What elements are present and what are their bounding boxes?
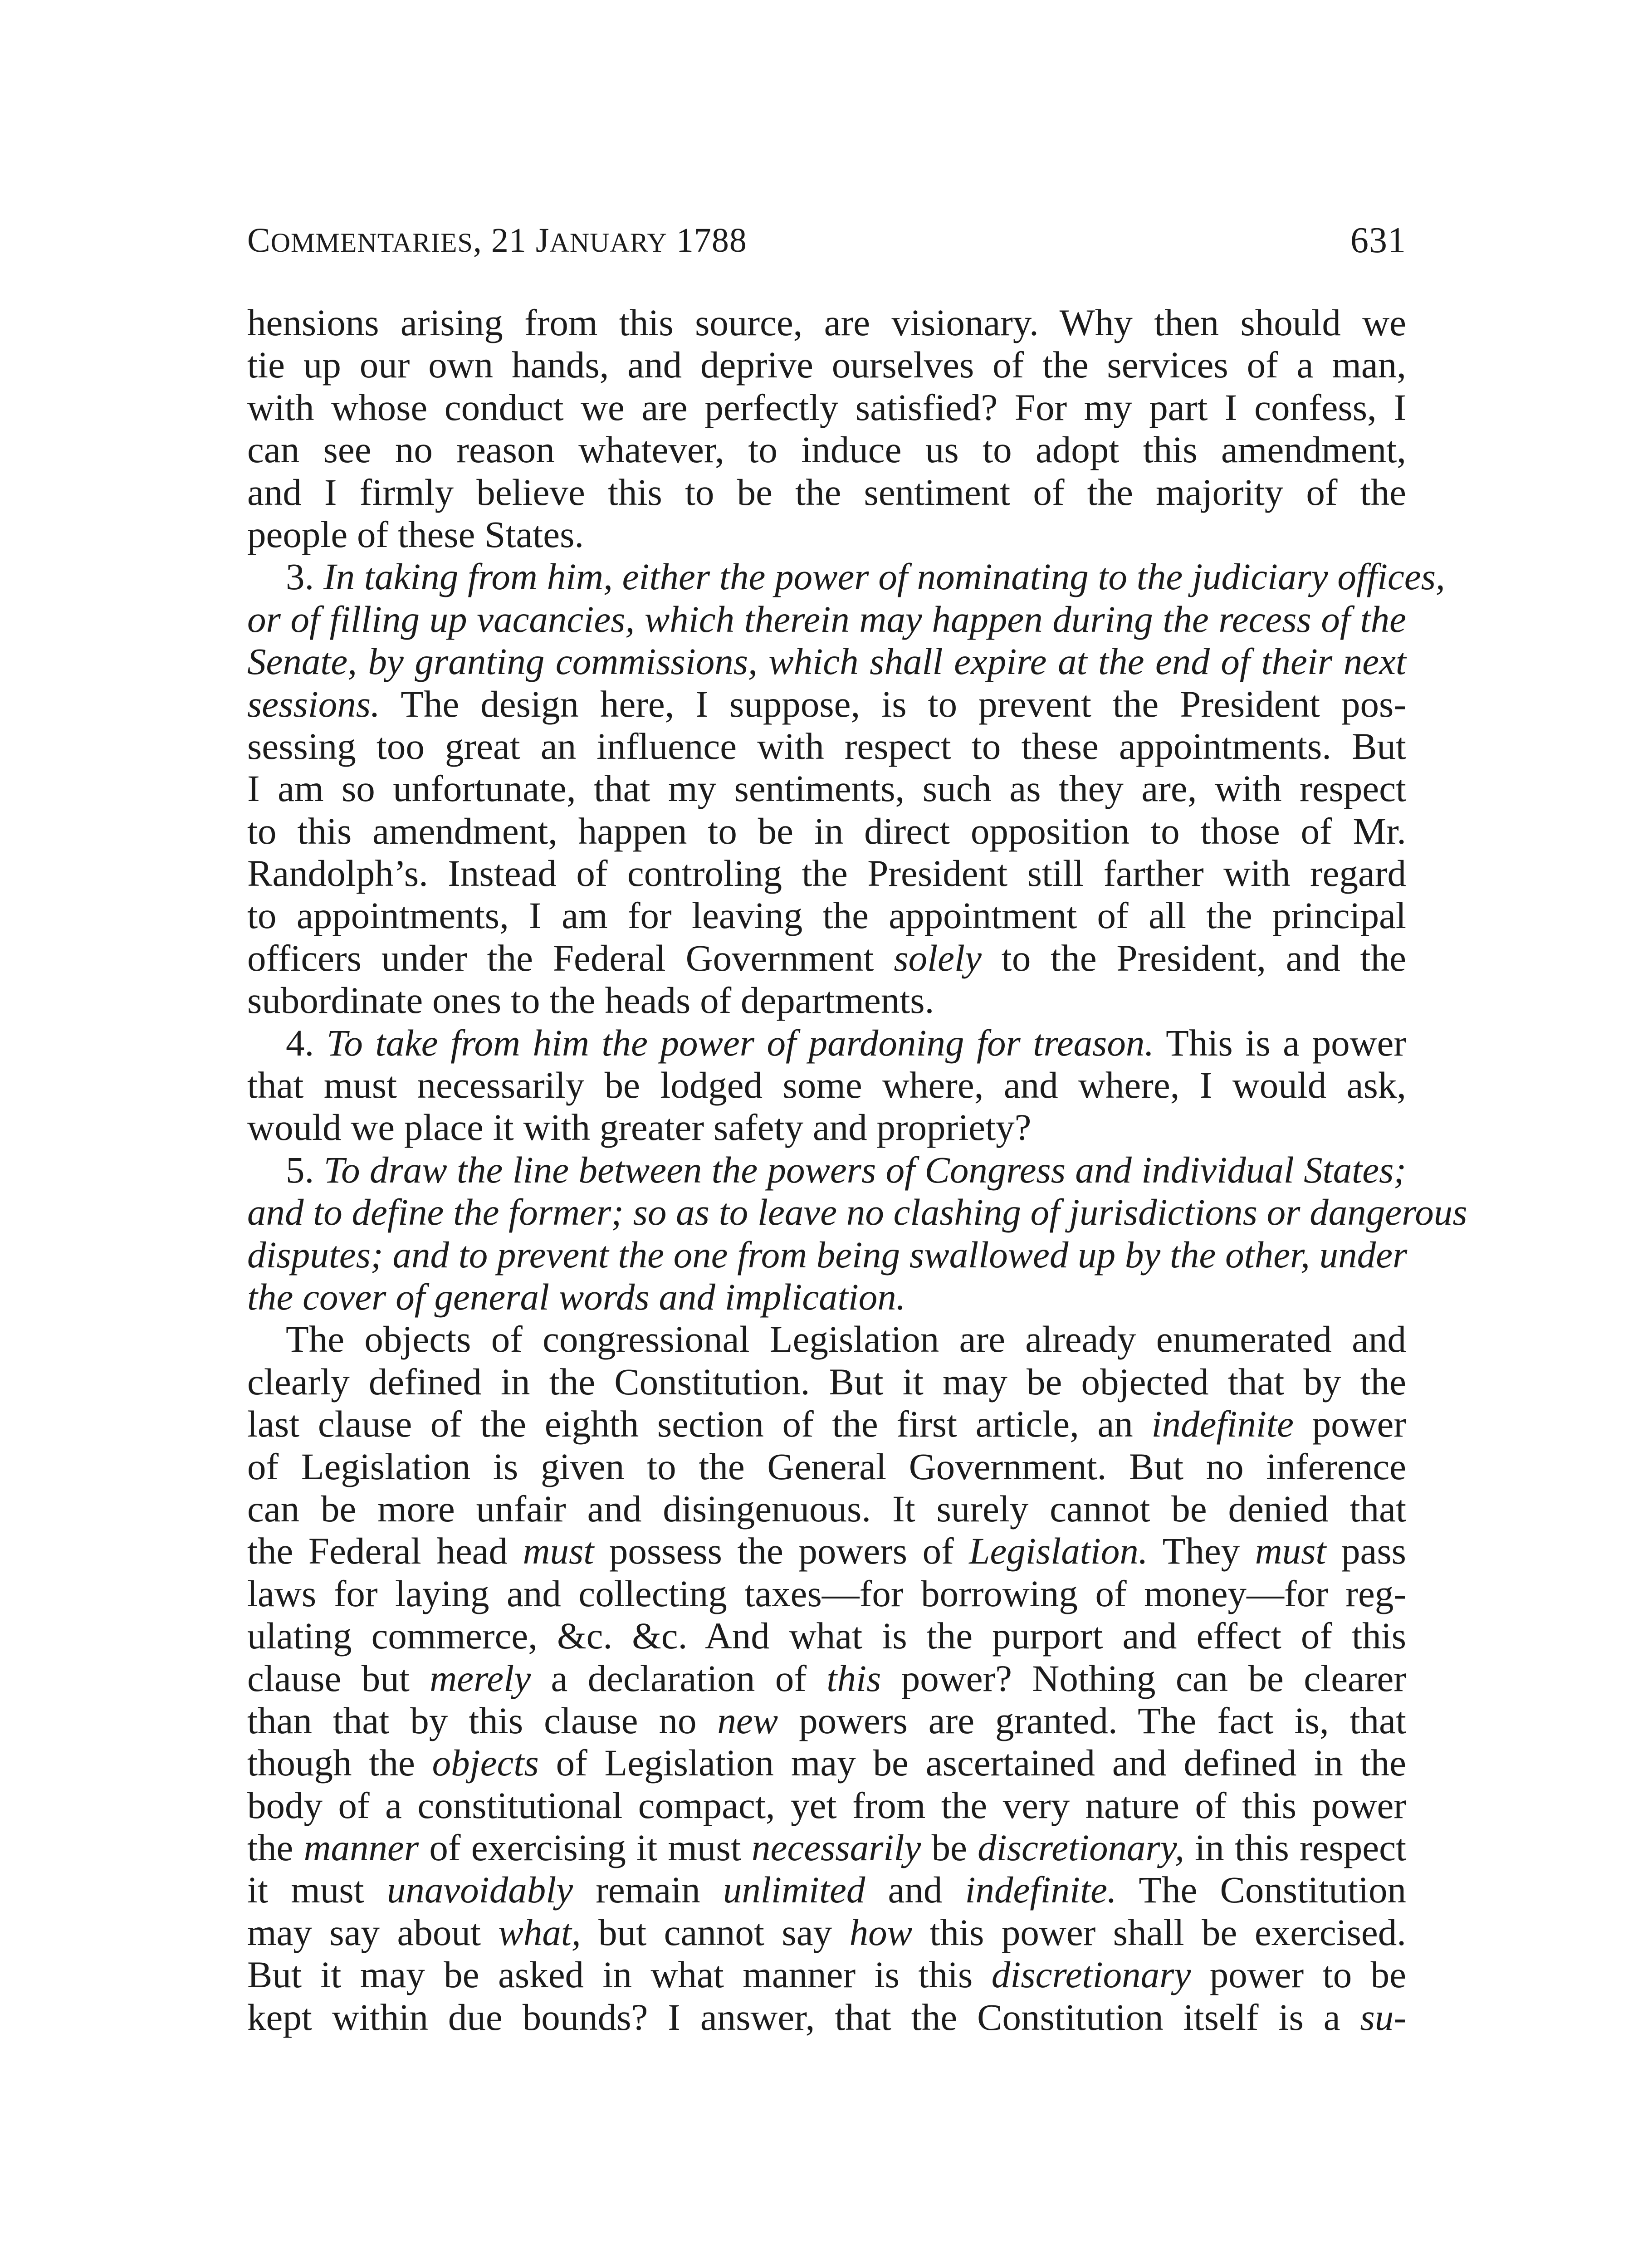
italic-text: unlimited bbox=[723, 1869, 865, 1911]
text-run: of Legislation may be ascertained and defined in the bbox=[538, 1742, 1406, 1784]
text-run: possess the powers of bbox=[594, 1530, 969, 1572]
text-run: hensions arising from this source, are visionary. Why then should we bbox=[247, 302, 1406, 343]
text-line bbox=[247, 640, 1406, 683]
italic-text: manner bbox=[303, 1827, 419, 1869]
text-line bbox=[247, 1276, 1406, 1318]
text-line bbox=[247, 429, 1406, 471]
text-run: But it may be asked in what manner is this bbox=[247, 1954, 992, 1996]
text-line bbox=[247, 386, 1406, 429]
text-line bbox=[247, 1446, 1406, 1488]
italic-text: Senate, by granting commissions, which shall expire at the end of their next bbox=[247, 640, 1406, 683]
text-line bbox=[247, 1361, 1406, 1403]
italic-text: new bbox=[717, 1699, 778, 1741]
italic-text: this bbox=[826, 1657, 881, 1699]
text-run: of Legislation is given to the General Government. But no inference bbox=[247, 1445, 1406, 1487]
text-run: powers are granted. The fact is, that bbox=[778, 1699, 1406, 1741]
text-line bbox=[247, 1700, 1406, 1742]
page-number: 631 bbox=[1350, 220, 1406, 260]
text-run: people of these States. bbox=[247, 513, 584, 555]
running-head-title: COMMENTARIES, 21 JANUARY 1788 bbox=[247, 221, 747, 259]
text-run: would we place it with greater safety and propriety? bbox=[247, 1106, 1032, 1149]
text-run: body of a constitutional compact, yet from the very nature of this power bbox=[247, 1784, 1406, 1826]
italic-text: discretionary, bbox=[978, 1827, 1184, 1869]
running-head bbox=[247, 213, 1406, 268]
text-run: 5. bbox=[286, 1149, 324, 1191]
text-run: and bbox=[865, 1869, 965, 1911]
italic-text: To draw the line between the powers of Congress and individual States; bbox=[323, 1149, 1407, 1191]
italic-text: indefinite. bbox=[965, 1869, 1117, 1911]
text-line bbox=[247, 852, 1406, 894]
italic-text: merely bbox=[430, 1657, 531, 1699]
text-run: it must bbox=[247, 1869, 387, 1911]
text-line bbox=[247, 556, 1445, 598]
text-line bbox=[247, 598, 1406, 640]
italic-text: Legislation. bbox=[969, 1530, 1148, 1572]
text-run: the Federal head bbox=[247, 1530, 523, 1572]
text-line bbox=[247, 344, 1406, 386]
text-run: may say about bbox=[247, 1911, 499, 1953]
text-run: in this respect bbox=[1184, 1827, 1406, 1869]
italic-text: must bbox=[1255, 1530, 1326, 1572]
text-run: The design here, I suppose, is to prevent the President pos- bbox=[380, 683, 1406, 725]
text-line bbox=[247, 1869, 1406, 1911]
text-line bbox=[247, 1954, 1406, 1996]
text-run: The objects of congressional Legislation are already enumerated and bbox=[286, 1318, 1406, 1360]
text-line bbox=[247, 1615, 1406, 1657]
text-line bbox=[247, 1234, 1406, 1276]
text-run: to the President, and the bbox=[981, 937, 1406, 979]
text-line bbox=[247, 1742, 1406, 1784]
italic-text: discretionary bbox=[991, 1954, 1191, 1996]
text-run: the bbox=[247, 1827, 304, 1869]
text-line bbox=[247, 1488, 1406, 1530]
text-line bbox=[247, 302, 1406, 344]
text-line bbox=[247, 810, 1406, 852]
text-run: this power shall be exercised. bbox=[912, 1911, 1406, 1953]
text-line bbox=[247, 1530, 1406, 1572]
text-run: can be more unfair and disingenuous. It surely cannot be denied that bbox=[247, 1487, 1406, 1530]
italic-text: su- bbox=[1360, 1996, 1406, 2038]
text-line bbox=[247, 1911, 1406, 1954]
text-line bbox=[247, 937, 1406, 979]
text-line bbox=[247, 513, 1406, 556]
text-line bbox=[247, 725, 1406, 767]
text-line bbox=[247, 894, 1406, 937]
italic-text: and to define the former; so as to leave no clashing of jurisdictions or dangerous bbox=[247, 1191, 1467, 1233]
text-run: remain bbox=[573, 1869, 723, 1911]
text-line bbox=[247, 683, 1406, 725]
text-run: power? Nothing can be clearer bbox=[881, 1657, 1406, 1699]
text-run: They bbox=[1148, 1530, 1255, 1572]
text-run: pass bbox=[1326, 1530, 1406, 1572]
text-run: than that by this clause no bbox=[247, 1699, 718, 1741]
text-run: 4. bbox=[286, 1022, 327, 1064]
text-run: tie up our own hands, and deprive ourselves of the services of a man, bbox=[247, 344, 1406, 386]
text-run: clause but bbox=[247, 1657, 430, 1699]
text-line bbox=[247, 979, 1406, 1022]
italic-text: disputes; and to prevent the one from being swallowed up by the other, under bbox=[247, 1233, 1408, 1276]
text-run: can see no reason whatever, to induce us to adopt this amendment, bbox=[247, 429, 1406, 471]
italic-text: objects bbox=[432, 1742, 539, 1784]
text-run: Randolph’s. Instead of controling the President still farther with regard bbox=[247, 852, 1406, 894]
text-run: I am so unfortunate, that my sentiments, such as they are, with respect bbox=[247, 767, 1406, 810]
text-run: ulating commerce, &c. &c. And what is the purport and effect of this bbox=[247, 1615, 1406, 1657]
text-line bbox=[247, 1403, 1406, 1445]
italic-text: the cover of general words and implication. bbox=[247, 1276, 906, 1318]
italic-text: how bbox=[849, 1911, 912, 1953]
text-run: power bbox=[1293, 1403, 1406, 1445]
italic-text: what, bbox=[498, 1911, 581, 1953]
text-run: last clause of the eighth section of the first article, an bbox=[247, 1403, 1152, 1445]
text-run: though the bbox=[247, 1742, 432, 1784]
text-run: laws for laying and collecting taxes—for borrowing of money—for reg- bbox=[247, 1572, 1406, 1614]
text-run: that must necessarily be lodged some where, and where, I would ask, bbox=[247, 1064, 1406, 1106]
text-run: clearly defined in the Constitution. But it may be objected that by the bbox=[247, 1360, 1406, 1403]
italic-text: indefinite bbox=[1151, 1403, 1294, 1445]
italic-text: necessarily bbox=[752, 1827, 921, 1869]
text-run: subordinate ones to the heads of departments. bbox=[247, 979, 934, 1022]
italic-text: solely bbox=[894, 937, 982, 979]
text-line bbox=[247, 1106, 1406, 1149]
text-line bbox=[247, 1573, 1406, 1615]
text-run: power to be bbox=[1191, 1954, 1406, 1996]
text-line bbox=[247, 1784, 1406, 1827]
text-line bbox=[247, 1657, 1406, 1700]
text-run: 3. bbox=[286, 556, 323, 598]
text-line bbox=[247, 1064, 1406, 1106]
text-run: of exercising it must bbox=[419, 1827, 752, 1869]
italic-text: sessions. bbox=[247, 683, 380, 725]
text-line bbox=[247, 1827, 1406, 1869]
text-line bbox=[247, 471, 1406, 513]
text-run: to appointments, I am for leaving the appointment of all the principal bbox=[247, 894, 1406, 937]
text-line bbox=[247, 1149, 1406, 1191]
italic-text: unavoidably bbox=[386, 1869, 573, 1911]
text-line bbox=[247, 1996, 1406, 2038]
italic-text: or of filling up vacancies, which therein may happen during the recess of the bbox=[247, 598, 1406, 640]
text-run: kept within due bounds? I answer, that the Constitution itself is a bbox=[247, 1996, 1360, 2038]
text-run: be bbox=[921, 1827, 978, 1869]
text-run: and I firmly believe this to be the sentiment of the majority of the bbox=[247, 471, 1406, 513]
text-run: sessing too great an influence with respect to these appointments. But bbox=[247, 725, 1406, 767]
body-text bbox=[247, 302, 1467, 2038]
text-run: with whose conduct we are perfectly satisfied? For my part I confess, I bbox=[247, 386, 1406, 428]
italic-text: To take from him the power of pardoning for treason. bbox=[326, 1022, 1154, 1064]
text-line bbox=[247, 1191, 1467, 1233]
italic-text: must bbox=[523, 1530, 594, 1572]
text-run: to this amendment, happen to be in direct opposition to those of Mr. bbox=[247, 810, 1406, 852]
italic-text: In taking from him, either the power of nominating to the judiciary offices, bbox=[323, 556, 1445, 598]
text-run: officers under the Federal Government bbox=[247, 937, 894, 979]
text-line bbox=[247, 1318, 1406, 1360]
text-line bbox=[247, 767, 1406, 810]
text-run: but cannot say bbox=[581, 1911, 850, 1953]
text-run: a declaration of bbox=[531, 1657, 827, 1699]
text-run: This is a power bbox=[1154, 1022, 1406, 1064]
text-run: The Constitution bbox=[1116, 1869, 1406, 1911]
text-line bbox=[247, 1022, 1406, 1064]
